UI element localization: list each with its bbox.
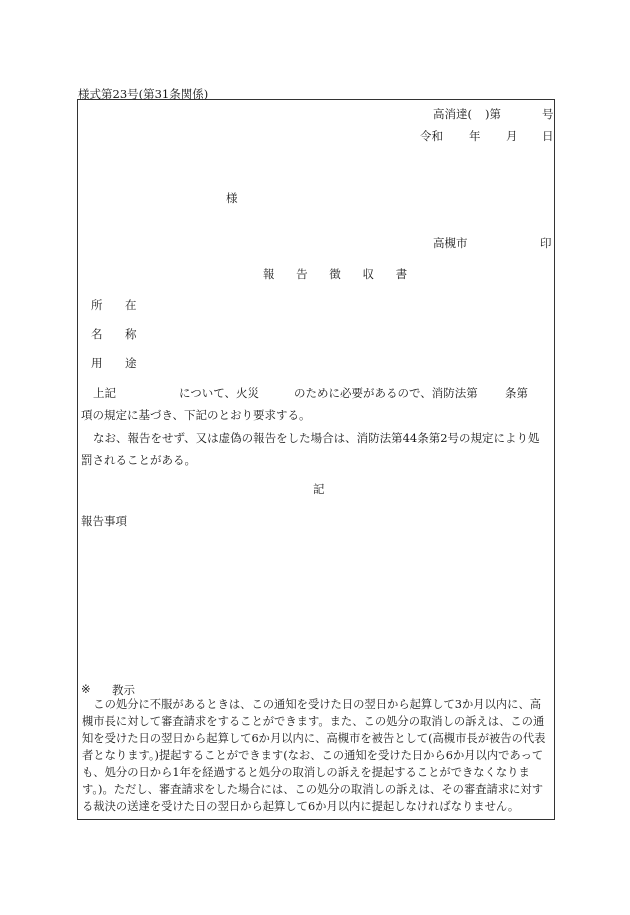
doc-number-prefix: 高消達( xyxy=(433,107,472,121)
date-day: 日 xyxy=(542,129,554,143)
issuer-seal: 印 xyxy=(540,236,552,250)
doc-number-suffix: 号 xyxy=(542,107,554,121)
issuer-city: 高槻市 xyxy=(433,236,468,250)
ki-mark: 記 xyxy=(313,482,325,496)
date-month: 月 xyxy=(506,129,518,143)
notice-text: この処分に不服があるときは、この通知を受けた日の翌日から起算して3か月以内に、高槻市長に対して審査請求をすることができます。また、この処分の取消しの訴えは、この通知を受けた日の翌日から起算して6か月以内に、高槻市を被告として(高槻市長が被告の代表者となります。)提起することができます(なお、この通知を受けた日から6か月以内であっても、処分の日から1年を経過すると処分の取消しの訴えを提起することができなくなります。)。ただし、審査請求をした場合には、この処分の取消しの訴えは、その審査請求に対する裁決の送達を受けた日の翌日から起算して6か月以内に提起しなければなりません。 xyxy=(82,698,546,813)
notice-mark: ※ xyxy=(81,682,91,696)
addressee-suffix: 様 xyxy=(226,191,238,205)
field-location-c1: 所 xyxy=(91,298,103,312)
body-line1-d: 条第 xyxy=(505,386,528,400)
doc-number-mid: )第 xyxy=(485,107,501,121)
field-location-c2: 在 xyxy=(125,298,137,312)
document-title: 報 告 徴 収 書 xyxy=(263,267,417,281)
body-line2: 項の規定に基づき、下記のとおり要求する。 xyxy=(81,408,311,422)
body-line1-a: 上記 xyxy=(93,386,116,400)
field-name-c1: 名 xyxy=(91,327,103,341)
body-line4: 罰されることがある。 xyxy=(81,453,196,467)
field-use-c1: 用 xyxy=(91,356,103,370)
body-line1-b: について、火災 xyxy=(179,386,260,400)
field-name-c2: 称 xyxy=(125,327,137,341)
report-items-label: 報告事項 xyxy=(81,514,127,528)
body-line1-c: のために必要があるので、消防法第 xyxy=(294,386,478,400)
form-number-label: 様式第23号(第31条関係) xyxy=(78,87,209,101)
date-era: 令和 xyxy=(420,129,443,143)
body-line3: なお、報告をせず、又は虚偽の報告をした場合は、消防法第44条第2号の規定により処 xyxy=(93,431,540,445)
document-frame xyxy=(77,99,555,820)
date-year: 年 xyxy=(469,129,481,143)
field-use-c2: 途 xyxy=(125,356,137,370)
notice-heading: 教示 xyxy=(112,683,135,697)
